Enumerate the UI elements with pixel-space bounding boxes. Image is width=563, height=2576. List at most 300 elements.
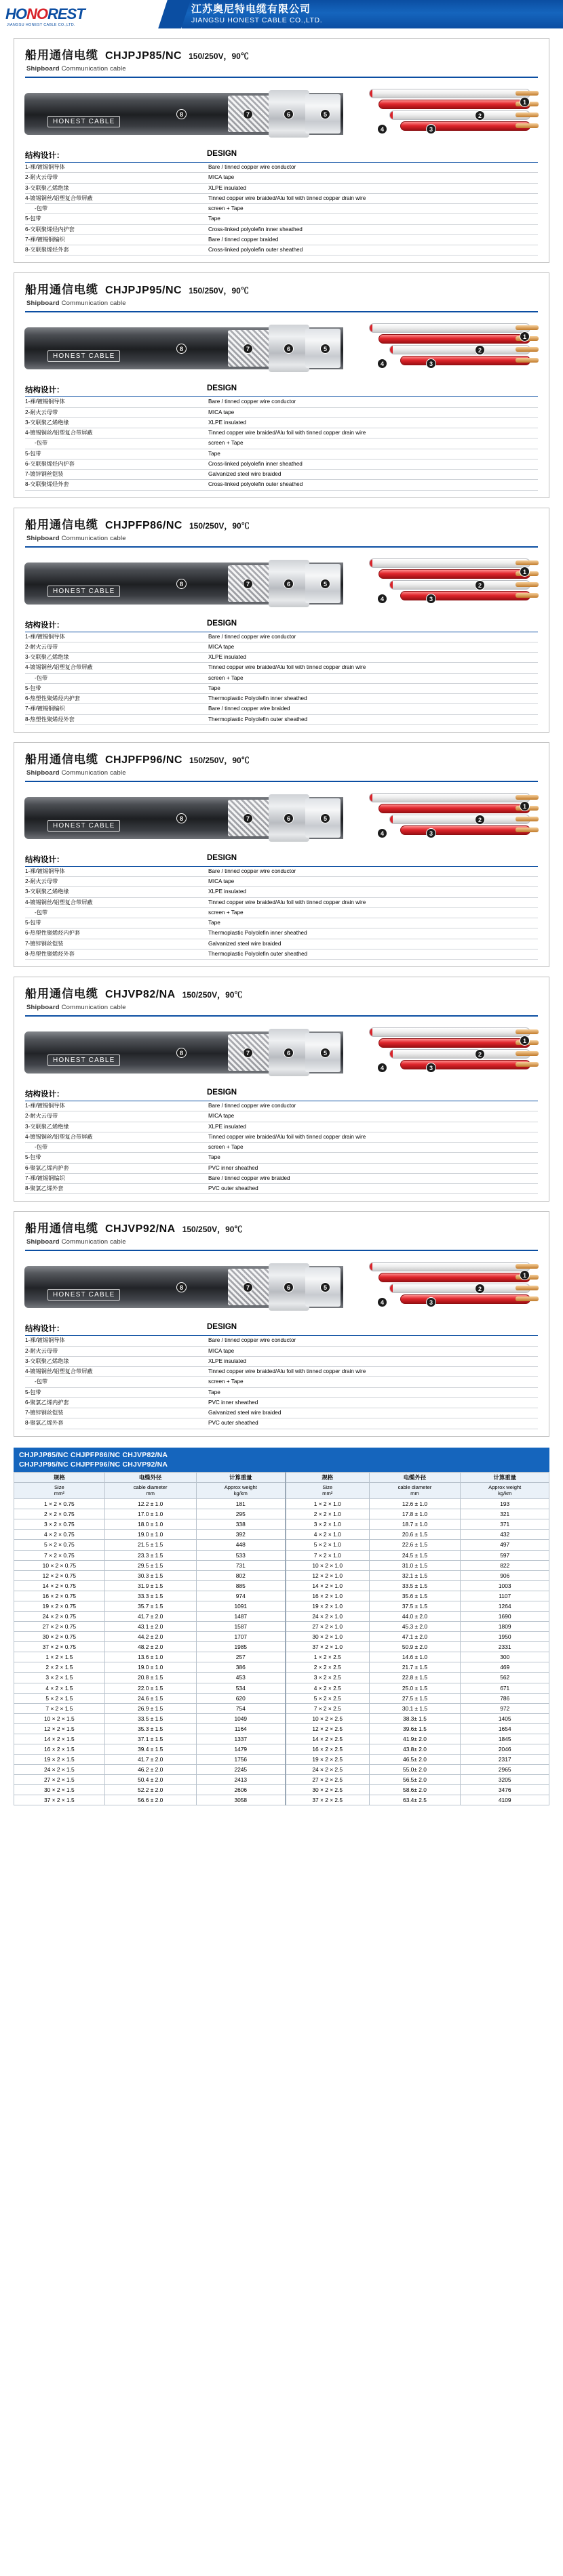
design-row-en: Bare / tinned copper wire conductor xyxy=(207,1336,538,1346)
cell-approx-weight: 885 xyxy=(196,1580,286,1591)
design-table-wrapper xyxy=(25,619,538,725)
design-row-cn: 6-聚氯乙烯内护套 xyxy=(25,1397,207,1408)
design-row-cn: 6-热塑性聚烯烃内护套 xyxy=(25,694,207,704)
product-title-en-bold: Shipboard xyxy=(26,65,60,73)
cell-cable-diameter: 14.6 ± 1.0 xyxy=(369,1652,461,1662)
cable-cutaway-illustration xyxy=(24,553,539,615)
core-pair-3 xyxy=(389,815,530,824)
design-row-en: Tinned copper wire braided/Alu foil with tinned copper drain wire xyxy=(207,1367,538,1377)
design-row xyxy=(25,163,538,173)
cell-size: 7 × 2 × 0.75 xyxy=(14,1550,105,1560)
cell-size: 4 × 2 × 0.75 xyxy=(14,1530,105,1540)
cell-cable-diameter: 35.7 ± 1.5 xyxy=(104,1601,196,1611)
design-row-cn: 4-镀锡铜丝/铝塑复合带屏蔽 xyxy=(25,1367,207,1377)
design-table-wrapper xyxy=(25,854,538,960)
product-code: CHJPFP96/NC xyxy=(105,754,182,766)
cell-cable-diameter: 63.4± 2.5 xyxy=(369,1795,461,1805)
product-title-cn: 船用通信电缆 xyxy=(25,752,98,766)
callout-1: 1 xyxy=(520,801,530,811)
core-pair-4 xyxy=(400,1060,530,1069)
cell-approx-weight: 3058 xyxy=(196,1795,286,1805)
design-row-en: Bare / tinned copper wire braided xyxy=(207,1173,538,1183)
page-header xyxy=(0,0,563,28)
weight-table-col-header: 规格 xyxy=(286,1472,369,1482)
conductor-end-3 xyxy=(516,817,539,821)
cell-approx-weight: 1264 xyxy=(461,1601,549,1611)
design-row xyxy=(25,714,538,724)
weight-table-col-header: 计算重量 xyxy=(461,1472,549,1482)
cell-cable-diameter: 22.8 ± 1.5 xyxy=(369,1673,461,1683)
design-table xyxy=(25,867,538,960)
cell-size: 5 × 2 × 1.5 xyxy=(14,1693,105,1703)
cable-print-label: HONEST CABLE xyxy=(47,1055,120,1066)
cell-cable-diameter: 58.6± 2.0 xyxy=(369,1785,461,1795)
callout-7: 7 xyxy=(243,344,253,354)
callout-8: 8 xyxy=(176,579,187,589)
design-row-en: Tinned copper wire braided/Alu foil with tinned copper drain wire xyxy=(207,1132,538,1142)
cell-approx-weight: 1405 xyxy=(461,1713,549,1723)
design-table-header xyxy=(25,384,538,397)
cell-cable-diameter: 29.5 ± 1.5 xyxy=(104,1560,196,1570)
design-row-en: Thermoplastic Polyolefin inner sheathed xyxy=(207,694,538,704)
core-pair-3 xyxy=(389,345,530,354)
design-row xyxy=(25,1397,538,1408)
product-title-cn: 船用通信电缆 xyxy=(25,987,98,1000)
cell-size: 19 × 2 × 0.75 xyxy=(14,1601,105,1611)
core-bundle xyxy=(369,789,539,849)
cell-approx-weight: 257 xyxy=(196,1652,286,1662)
design-table-header xyxy=(25,854,538,867)
design-row xyxy=(25,949,538,959)
cell-cable-diameter: 31.9 ± 1.5 xyxy=(104,1580,196,1591)
product-title-en xyxy=(14,1238,549,1250)
design-row-en: MICA tape xyxy=(207,1346,538,1356)
cell-size: 14 × 2 × 1.0 xyxy=(286,1580,369,1591)
design-row-cn: 7-裸/镀锡铜编织 xyxy=(25,1173,207,1183)
product-title-en xyxy=(14,535,549,546)
cell-size: 16 × 2 × 0.75 xyxy=(14,1591,105,1601)
design-row xyxy=(25,407,538,417)
callout-3: 3 xyxy=(426,124,436,134)
cell-size: 5 × 2 × 2.5 xyxy=(286,1693,369,1703)
design-row-cn: 3-交联聚乙烯绝缘 xyxy=(25,1122,207,1132)
cell-cable-diameter: 48.2 ± 2.0 xyxy=(104,1642,196,1652)
cell-cable-diameter: 19.0 ± 1.0 xyxy=(104,1530,196,1540)
design-row xyxy=(25,683,538,693)
cell-cable-diameter: 17.0 ± 1.0 xyxy=(104,1509,196,1519)
conductor-end-4 xyxy=(516,1062,539,1067)
weight-table-row xyxy=(14,1560,549,1570)
cable-print-label: HONEST CABLE xyxy=(47,116,120,127)
design-row-en: Tinned copper wire braided/Alu foil with tinned copper drain wire xyxy=(207,428,538,438)
weight-table-row xyxy=(14,1530,549,1540)
weight-table-col-unit: cable diameter mm xyxy=(369,1482,461,1498)
design-row-en: PVC inner sheathed xyxy=(207,1163,538,1173)
design-table xyxy=(25,163,538,255)
callout-6: 6 xyxy=(284,579,294,589)
design-row-cn: 2-耐火云母带 xyxy=(25,173,207,183)
product-title-cn: 船用通信电缆 xyxy=(25,518,98,531)
weight-table-col-header: 电缆外径 xyxy=(104,1472,196,1482)
callout-1: 1 xyxy=(520,1036,530,1046)
cell-cable-diameter: 17.8 ± 1.0 xyxy=(369,1509,461,1519)
design-row-en: screen + Tape xyxy=(207,1377,538,1387)
cable-print-label: HONEST CABLE xyxy=(47,586,120,597)
design-row xyxy=(25,1153,538,1163)
weight-table-row xyxy=(14,1642,549,1652)
callout-8: 8 xyxy=(176,1048,187,1058)
design-table-body xyxy=(25,1336,538,1429)
callout-7: 7 xyxy=(243,1282,253,1292)
product-code: CHJVP92/NA xyxy=(105,1223,176,1235)
product-title-cn: 船用通信电缆 xyxy=(25,1222,98,1235)
design-row-cn: 4-镀锡铜丝/铝塑复合带屏蔽 xyxy=(25,663,207,673)
cell-approx-weight: 4109 xyxy=(461,1795,549,1805)
design-row-cn: -包带 xyxy=(25,1143,207,1153)
callout-4: 4 xyxy=(377,359,387,369)
design-row xyxy=(25,234,538,245)
cell-approx-weight: 1337 xyxy=(196,1734,286,1744)
weight-table-row xyxy=(14,1499,549,1509)
cell-approx-weight: 321 xyxy=(461,1509,549,1519)
weight-table-title xyxy=(14,1448,549,1472)
core-pair-2 xyxy=(378,804,530,813)
callout-4: 4 xyxy=(377,1063,387,1073)
design-table-body xyxy=(25,1101,538,1194)
weight-table-row xyxy=(14,1765,549,1775)
callout-1: 1 xyxy=(520,567,530,577)
design-row-cn: 4-镀锡铜丝/铝塑复合带屏蔽 xyxy=(25,428,207,438)
weight-table-row xyxy=(14,1570,549,1580)
product-title-en xyxy=(14,65,549,77)
cell-cable-diameter: 55.0± 2.0 xyxy=(369,1765,461,1775)
design-row-en: Tape xyxy=(207,1387,538,1397)
design-row-en: Bare / tinned copper wire conductor xyxy=(207,632,538,642)
cell-size: 5 × 2 × 0.75 xyxy=(14,1540,105,1550)
callout-2: 2 xyxy=(475,345,485,355)
design-row xyxy=(25,642,538,652)
design-row xyxy=(25,1184,538,1194)
core-pair-4 xyxy=(400,1294,530,1304)
design-row xyxy=(25,1336,538,1346)
product-spec: 150/250V，90℃ xyxy=(189,52,249,61)
callout-7: 7 xyxy=(243,1048,253,1058)
cell-cable-diameter: 56.6 ± 2.0 xyxy=(104,1795,196,1805)
weight-table-row xyxy=(14,1795,549,1805)
weight-table-row xyxy=(14,1519,549,1530)
cell-approx-weight: 533 xyxy=(196,1550,286,1560)
cell-size: 10 × 2 × 0.75 xyxy=(14,1560,105,1570)
cell-cable-diameter: 24.5 ± 1.5 xyxy=(369,1550,461,1560)
design-row xyxy=(25,1377,538,1387)
core-pair-1 xyxy=(369,793,530,802)
design-row xyxy=(25,1173,538,1183)
cell-approx-weight: 1107 xyxy=(461,1591,549,1601)
design-row-en: Bare / tinned copper wire conductor xyxy=(207,1101,538,1111)
cable-cutaway-illustration xyxy=(24,83,539,146)
cell-size: 2 × 2 × 0.75 xyxy=(14,1509,105,1519)
design-row-en: screen + Tape xyxy=(207,907,538,918)
cell-approx-weight: 1003 xyxy=(461,1580,549,1591)
cell-approx-weight: 974 xyxy=(196,1591,286,1601)
product-title-row xyxy=(14,977,549,1004)
product-title-row xyxy=(14,273,549,300)
weight-table xyxy=(14,1472,549,1806)
cell-approx-weight: 1950 xyxy=(461,1632,549,1642)
header-company-block xyxy=(182,4,563,24)
core-pair-3 xyxy=(389,110,530,120)
design-row-cn: -包带 xyxy=(25,673,207,683)
cell-approx-weight: 1654 xyxy=(461,1723,549,1734)
design-row xyxy=(25,1346,538,1356)
design-row-en: Tape xyxy=(207,214,538,224)
design-row-cn: 5-包带 xyxy=(25,449,207,459)
cell-cable-diameter: 56.5± 2.0 xyxy=(369,1775,461,1785)
core-pair-1 xyxy=(369,558,530,568)
product-title-en-bold: Shipboard xyxy=(26,1004,60,1011)
core-pair-1 xyxy=(369,89,530,98)
design-row-en: MICA tape xyxy=(207,173,538,183)
weight-table-row xyxy=(14,1673,549,1683)
cell-size: 14 × 2 × 0.75 xyxy=(14,1580,105,1591)
cell-size: 19 × 2 × 1.0 xyxy=(286,1601,369,1611)
cell-size: 27 × 2 × 2.5 xyxy=(286,1775,369,1785)
cell-cable-diameter: 35.6 ± 1.5 xyxy=(369,1591,461,1601)
design-header-cn: 结构设计： xyxy=(25,855,64,864)
weight-table-row xyxy=(14,1601,549,1611)
cell-approx-weight: 1985 xyxy=(196,1642,286,1652)
cell-size: 27 × 2 × 0.75 xyxy=(14,1622,105,1632)
title-divider xyxy=(25,311,538,312)
design-row xyxy=(25,1387,538,1397)
design-table-body xyxy=(25,632,538,725)
cell-approx-weight: 432 xyxy=(461,1530,549,1540)
cell-cable-diameter: 33.5 ± 1.5 xyxy=(104,1713,196,1723)
cell-approx-weight: 1845 xyxy=(461,1734,549,1744)
design-row xyxy=(25,704,538,714)
weight-table-title-line2: CHJPJP95/NC CHJPFP96/NC CHJVP92/NA xyxy=(19,1460,168,1469)
conductor-end-1 xyxy=(516,325,539,330)
cell-size: 2 × 2 × 2.5 xyxy=(286,1662,369,1673)
design-row-cn: 4-镀锡铜丝/铝塑复合带屏蔽 xyxy=(25,1132,207,1142)
product-title-en-bold: Shipboard xyxy=(26,769,60,777)
design-header-cn: 结构设计： xyxy=(25,621,64,630)
weight-table-row xyxy=(14,1703,549,1713)
cell-approx-weight: 181 xyxy=(196,1499,286,1509)
cell-cable-diameter: 33.3 ± 1.5 xyxy=(104,1591,196,1601)
design-row-en: Thermoplastic Polyolefin outer sheathed xyxy=(207,714,538,724)
cell-cable-diameter: 47.1 ± 2.0 xyxy=(369,1632,461,1642)
design-row xyxy=(25,632,538,642)
design-row-en: Tape xyxy=(207,1153,538,1163)
callout-4: 4 xyxy=(377,1297,387,1307)
design-row xyxy=(25,214,538,224)
design-row-en: screen + Tape xyxy=(207,1143,538,1153)
callout-3: 3 xyxy=(426,1063,436,1073)
cell-approx-weight: 1049 xyxy=(196,1713,286,1723)
design-row-cn: 4-镀锡铜丝/铝塑复合带屏蔽 xyxy=(25,193,207,203)
product-spec: 150/250V，90℃ xyxy=(189,520,250,531)
callout-6: 6 xyxy=(284,344,294,354)
weight-table-header-row-unit xyxy=(14,1482,549,1498)
design-row-cn: 2-耐火云母带 xyxy=(25,877,207,887)
conductor-end-1 xyxy=(516,560,539,565)
design-row xyxy=(25,877,538,887)
conductor-end-1 xyxy=(516,795,539,800)
design-row xyxy=(25,183,538,193)
design-row-en: Tape xyxy=(207,683,538,693)
design-row xyxy=(25,1143,538,1153)
product-title-row xyxy=(14,1212,549,1238)
design-row xyxy=(25,694,538,704)
product-title-row xyxy=(14,508,549,535)
cell-size: 16 × 2 × 2.5 xyxy=(286,1744,369,1755)
cell-cable-diameter: 33.5 ± 1.5 xyxy=(369,1580,461,1591)
callout-6: 6 xyxy=(284,1048,294,1058)
design-row xyxy=(25,428,538,438)
design-row-cn: -包带 xyxy=(25,1377,207,1387)
design-row-en: Tinned copper wire braided/Alu foil with tinned copper drain wire xyxy=(207,193,538,203)
design-row-cn: 1-裸/镀锡铜导体 xyxy=(25,1336,207,1346)
design-row-en: XLPE insulated xyxy=(207,653,538,663)
weight-table-row xyxy=(14,1775,549,1785)
design-row xyxy=(25,193,538,203)
core-pair-3 xyxy=(389,1284,530,1293)
design-row xyxy=(25,1356,538,1366)
weight-table-row xyxy=(14,1622,549,1632)
design-row-en: Cross-linked polyolefin inner sheathed xyxy=(207,459,538,469)
design-header-en: DESIGN xyxy=(207,1323,237,1332)
cell-size: 12 × 2 × 0.75 xyxy=(14,1570,105,1580)
cell-cable-diameter: 39.6± 1.5 xyxy=(369,1723,461,1734)
cell-cable-diameter: 32.1 ± 1.5 xyxy=(369,1570,461,1580)
conductor-end-3 xyxy=(516,113,539,117)
design-row xyxy=(25,459,538,469)
conductor-end-4 xyxy=(516,1296,539,1301)
core-pair-4 xyxy=(400,356,530,365)
product-title-en-bold: Shipboard xyxy=(26,1238,60,1246)
design-row-en: MICA tape xyxy=(207,407,538,417)
design-row xyxy=(25,1111,538,1122)
weight-table-head xyxy=(14,1472,549,1498)
design-row-cn: -包带 xyxy=(25,438,207,449)
design-row-en: XLPE insulated xyxy=(207,183,538,193)
design-row-cn: 5-包带 xyxy=(25,214,207,224)
design-row xyxy=(25,887,538,897)
cell-approx-weight: 731 xyxy=(196,1560,286,1570)
cell-cable-diameter: 31.0 ± 1.5 xyxy=(369,1560,461,1570)
design-row-cn: 3-交联聚乙烯绝缘 xyxy=(25,1356,207,1366)
cell-approx-weight: 802 xyxy=(196,1570,286,1580)
design-row xyxy=(25,417,538,428)
callout-6: 6 xyxy=(284,109,294,119)
design-row-en: Galvanized steel wire braided xyxy=(207,939,538,949)
title-divider xyxy=(25,1250,538,1251)
design-row-en: Galvanized steel wire braided xyxy=(207,1408,538,1418)
cable-print-label: HONEST CABLE xyxy=(47,820,120,832)
cell-cable-diameter: 43.1 ± 2.0 xyxy=(104,1622,196,1632)
cell-approx-weight: 300 xyxy=(461,1652,549,1662)
cell-cable-diameter: 22.6 ± 1.5 xyxy=(369,1540,461,1550)
product-title-row xyxy=(14,39,549,65)
design-row xyxy=(25,173,538,183)
design-table-wrapper xyxy=(25,1088,538,1194)
weight-table-row xyxy=(14,1744,549,1755)
design-table-header xyxy=(25,1323,538,1336)
cell-size: 3 × 2 × 2.5 xyxy=(286,1673,369,1683)
cell-cable-diameter: 41.7 ± 2.0 xyxy=(104,1755,196,1765)
product-title-en-rest: Communication cable xyxy=(61,1004,126,1011)
cell-size: 27 × 2 × 1.5 xyxy=(14,1775,105,1785)
design-row-en: XLPE insulated xyxy=(207,1122,538,1132)
cell-cable-diameter: 24.6 ± 1.5 xyxy=(104,1693,196,1703)
weight-table-col-unit: Approx weight kg/km xyxy=(196,1482,286,1498)
product-title-en xyxy=(14,769,549,781)
callout-7: 7 xyxy=(243,579,253,589)
design-row-cn: 3-交联聚乙烯绝缘 xyxy=(25,887,207,897)
design-row-en: Tinned copper wire braided/Alu foil with tinned copper drain wire xyxy=(207,897,538,907)
design-row-cn: 6-交联聚烯烃内护套 xyxy=(25,459,207,469)
cell-size: 12 × 2 × 1.0 xyxy=(286,1570,369,1580)
design-row-cn: -包带 xyxy=(25,907,207,918)
core-bundle xyxy=(369,1258,539,1317)
design-row-cn: 7-裸/镀锡铜编织 xyxy=(25,704,207,714)
cell-cable-diameter: 50.9 ± 2.0 xyxy=(369,1642,461,1652)
design-table-header xyxy=(25,150,538,163)
cell-approx-weight: 1587 xyxy=(196,1622,286,1632)
callout-5: 5 xyxy=(320,1048,330,1058)
core-pair-2 xyxy=(378,569,530,579)
cell-cable-diameter: 25.0 ± 1.5 xyxy=(369,1683,461,1693)
cell-cable-diameter: 37.1 ± 1.5 xyxy=(104,1734,196,1744)
cell-approx-weight: 2331 xyxy=(461,1642,549,1652)
design-row-cn: 5-包带 xyxy=(25,1153,207,1163)
logo-text-part2: NO xyxy=(26,5,47,22)
design-table xyxy=(25,397,538,490)
design-row-cn: 1-裸/镀锡铜导体 xyxy=(25,867,207,877)
conductor-end-1 xyxy=(516,91,539,96)
cell-size: 37 × 2 × 1.5 xyxy=(14,1795,105,1805)
design-header-cn: 结构设计： xyxy=(25,152,64,160)
design-table-wrapper xyxy=(25,1323,538,1429)
weight-table-row xyxy=(14,1785,549,1795)
cell-cable-diameter: 20.8 ± 1.5 xyxy=(104,1673,196,1683)
callout-8: 8 xyxy=(176,109,187,119)
design-row xyxy=(25,480,538,490)
callout-3: 3 xyxy=(426,359,436,369)
design-row xyxy=(25,1101,538,1111)
design-row xyxy=(25,928,538,939)
weight-table-body xyxy=(14,1499,549,1805)
design-row-cn: 6-热塑性聚烯烃内护套 xyxy=(25,928,207,939)
cell-size: 30 × 2 × 0.75 xyxy=(14,1632,105,1642)
cell-cable-diameter: 21.7 ± 1.5 xyxy=(369,1662,461,1673)
design-row-cn: 1-裸/镀锡铜导体 xyxy=(25,1101,207,1111)
cell-approx-weight: 1809 xyxy=(461,1622,549,1632)
product-spec: 150/250V，90℃ xyxy=(182,1225,243,1235)
cell-cable-diameter: 19.0 ± 1.0 xyxy=(104,1662,196,1673)
cell-cable-diameter: 35.3 ± 1.5 xyxy=(104,1723,196,1734)
design-row-cn: 8-热塑性聚烯烃外套 xyxy=(25,949,207,959)
cell-approx-weight: 1487 xyxy=(196,1612,286,1622)
core-bundle xyxy=(369,319,539,379)
title-divider xyxy=(25,546,538,548)
callout-1: 1 xyxy=(520,1270,530,1280)
design-table xyxy=(25,1336,538,1429)
cell-approx-weight: 597 xyxy=(461,1550,549,1560)
cell-size: 30 × 2 × 1.5 xyxy=(14,1785,105,1795)
cell-cable-diameter: 12.6 ± 1.0 xyxy=(369,1499,461,1509)
